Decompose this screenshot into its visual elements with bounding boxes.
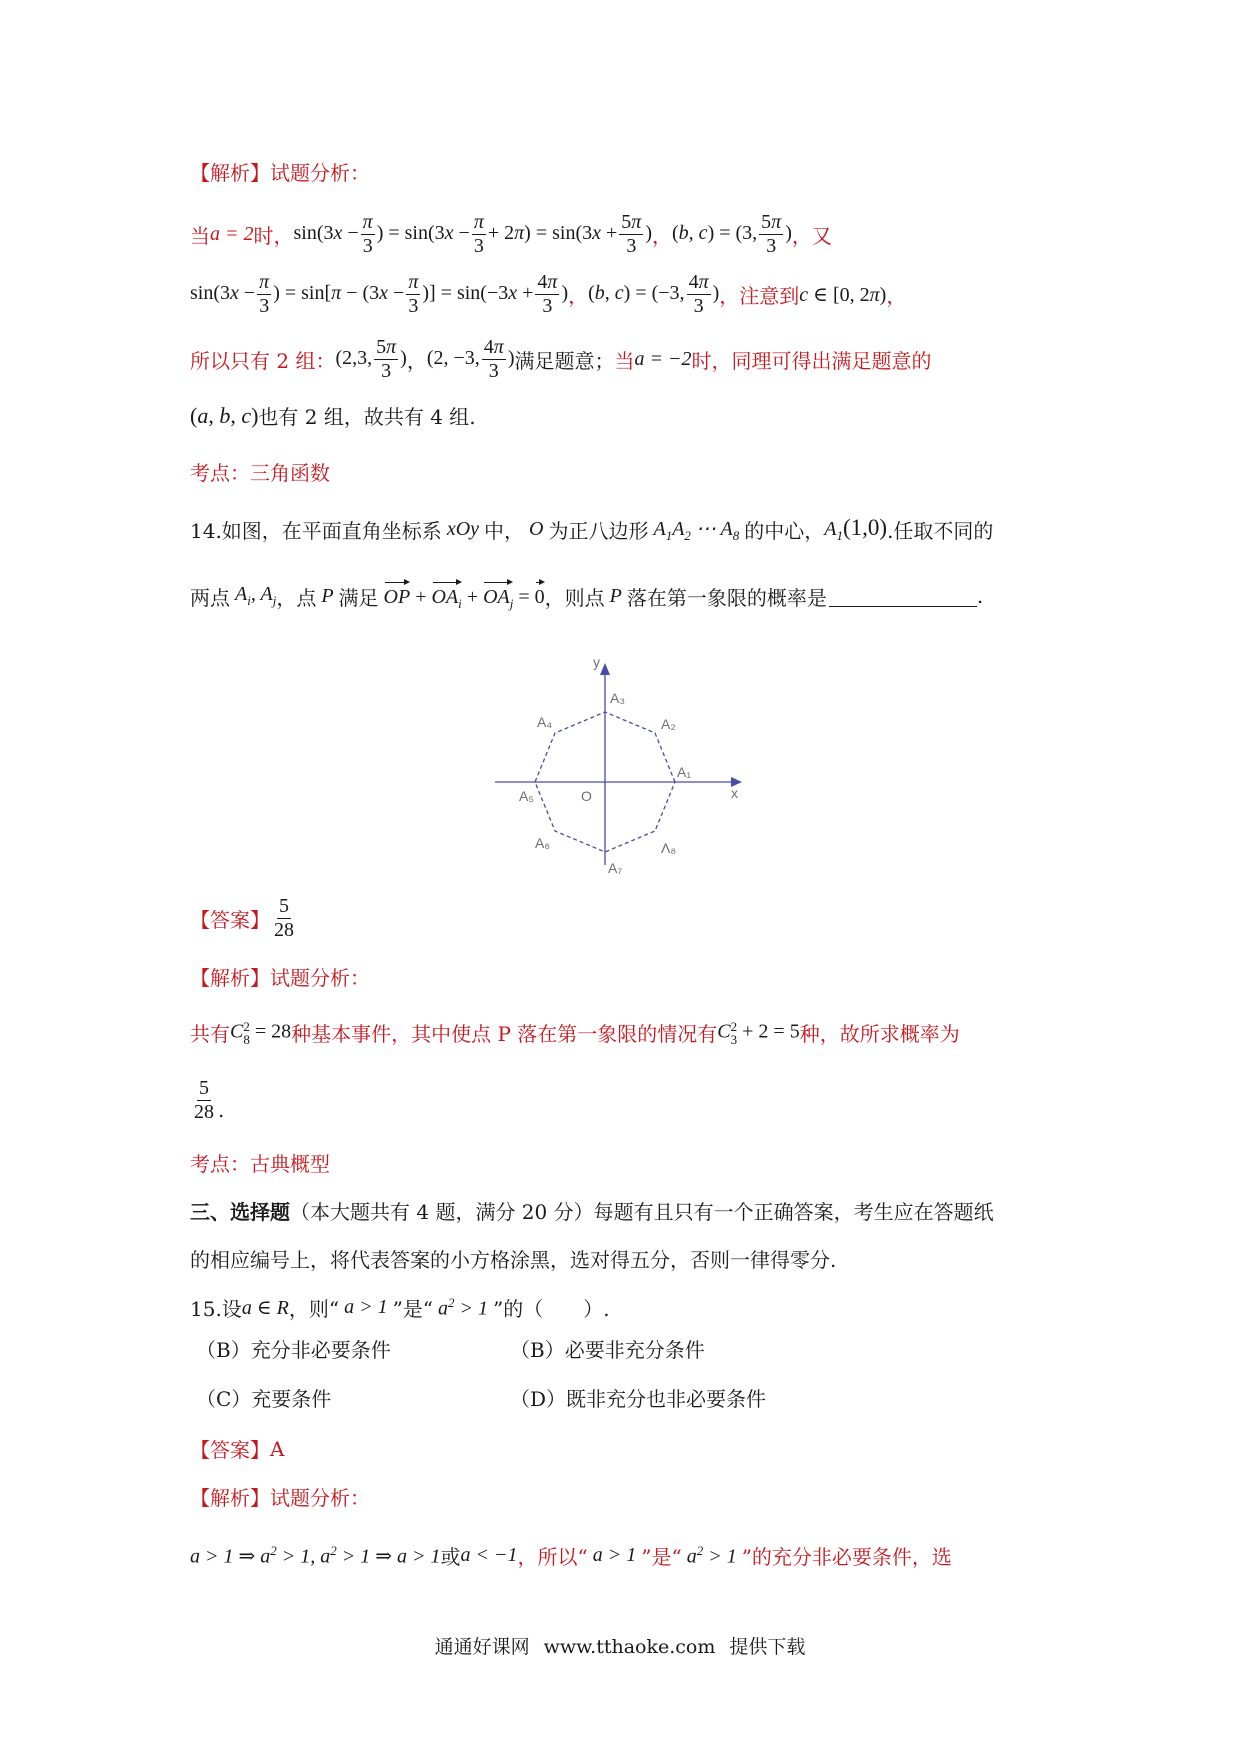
- section3-title: 三、选择题: [190, 1200, 290, 1224]
- text-also: ，又: [791, 224, 832, 248]
- q14-kaodian: [190, 1148, 330, 1177]
- math-c32: C 2 3 + 2 = 5: [717, 1018, 800, 1047]
- section3-line-1: [190, 1196, 994, 1225]
- q15-analysis-b: ”是“: [641, 1545, 682, 1569]
- q15-text-c: ”是“: [392, 1297, 434, 1321]
- q14-analysis-1a: 共有: [190, 1022, 230, 1046]
- math-octagon: $A_1A_2$ ⋯ $A_8$: [648, 517, 740, 543]
- q15-option-2: （B）必要非充分条件: [510, 1338, 705, 1362]
- text-tail: 也有 2 组，故共有 4 组.: [258, 405, 476, 429]
- text-comma-2: ，: [406, 349, 427, 373]
- answer-numerator: 5: [279, 895, 289, 917]
- q14-text-1b: 中，: [484, 519, 525, 543]
- text-similarly: 时，同理可得出满足题意的: [691, 349, 932, 373]
- q14-analysis-line-2: $\frac{5}{28}$ .: [194, 1077, 225, 1123]
- q13-line-2: [190, 272, 906, 317]
- q14-text-1d: 的中心，: [744, 519, 825, 543]
- analysis-heading-3: [190, 1482, 370, 1511]
- y-axis-arrow: [600, 663, 610, 675]
- math-c-range: c ∈ [0, 2π): [799, 284, 887, 306]
- analysis-heading-2: [190, 962, 370, 991]
- answer-tag: 【答案】: [190, 908, 270, 932]
- text-comma: ，: [568, 284, 589, 308]
- q13-line-4: [190, 401, 476, 430]
- analysis-fraction-num: 5: [199, 1077, 209, 1099]
- text-huo: 或: [440, 1545, 461, 1569]
- section3-instructions-2: 的相应编号上，将代表答案的小方格涂黑，选对得五分，否则一律得零分.: [190, 1248, 837, 1272]
- x-label: x: [731, 785, 738, 801]
- math-a-eq-neg2: a = −2: [634, 348, 692, 370]
- q15-option-3: （C）充要条件: [196, 1387, 332, 1411]
- math-triple-2: (2, −3, $\frac{4\pi}{3}$ ): [426, 336, 515, 382]
- q15-text-d: ”的（ ）.: [493, 1297, 610, 1321]
- vertex-label-a5: A₅: [519, 788, 534, 804]
- math-P: P: [316, 584, 339, 607]
- q14-text-2a: 两点: [190, 585, 230, 610]
- q14-analysis-1c: 种，故所求概率为: [799, 1022, 960, 1046]
- math-a-lt-neg1: a < −1: [460, 1544, 518, 1566]
- q14-answer: [190, 896, 298, 941]
- q15-answer: [190, 1434, 284, 1463]
- math-c82: C 2 8 = 28: [230, 1018, 292, 1047]
- math-O: O: [524, 518, 549, 540]
- text-so-only: 所以只有 2 组：: [190, 349, 336, 373]
- text-comma: ，: [886, 284, 907, 308]
- answer-value: A: [270, 1436, 285, 1461]
- math-implication: a > 1 ⇒ $a^2 > 1$, $a^2 > 1$ ⇒ a > 1: [190, 1542, 441, 1568]
- math-P-2: P: [604, 584, 627, 607]
- math-a2-gt-1-b: $a^2 > 1$: [681, 1542, 742, 1568]
- answer-fraction: [272, 896, 296, 941]
- q14-text-1c: 为正八边形: [548, 519, 649, 543]
- math-a-in-R: a ∈ R: [241, 1297, 289, 1319]
- vertex-label-a6: A₆: [535, 835, 550, 851]
- answer-denominator: 28: [274, 919, 294, 941]
- math-abc: (a, b, c): [190, 402, 259, 428]
- math-xoy: xOy: [441, 518, 485, 540]
- answer-tag: 【答案】: [190, 1438, 270, 1462]
- q15-text-b: ，则“: [288, 1297, 340, 1321]
- math-vector-eq: OP + $OA_i + OA_j = 0$: [379, 580, 545, 612]
- q15-analysis-a: ，所以“: [517, 1545, 588, 1569]
- text-notice: ，注意到: [719, 284, 800, 308]
- q14-stem-line-1: [190, 515, 993, 544]
- q14-text-2d: ，则点: [544, 585, 605, 610]
- y-label: y: [593, 655, 600, 670]
- text-when-2: 当: [614, 349, 635, 373]
- q14-text-1e: .任取不同的: [887, 519, 994, 543]
- q15-analysis-c: ”的充分非必要条件，选: [741, 1545, 952, 1569]
- q15-text-a: 15.设: [190, 1297, 242, 1321]
- math-bc-1: (b, c) = (3, $\frac{5\pi}{3}$ ): [672, 211, 792, 257]
- analysis-intro: 试题分析：: [270, 161, 370, 185]
- q14-analysis-line-1: [190, 1018, 960, 1047]
- kaodian-probability: 考点：古典概型: [190, 1152, 330, 1176]
- analysis-fraction-den: 28: [194, 1101, 214, 1123]
- analysis-tag: 【解析】: [190, 966, 270, 990]
- math-sin-identity-2: sin(3x − $\frac{\pi}{3}$ ) = sin[π − (3x − $\frac{\pi}{3}$ )] = sin(−3x + $\frac{4\pi}{3}$ ): [190, 271, 569, 317]
- q14-text-1a: 14.如图，在平面直角坐标系: [190, 519, 442, 543]
- analysis-tag: 【解析】: [190, 161, 270, 185]
- analysis-fraction: [192, 1078, 216, 1123]
- vertex-label-a8: Λ₈: [661, 840, 677, 856]
- text-comma: ，: [652, 224, 672, 248]
- footer: [0, 1632, 1240, 1659]
- math-bc-2: (b, c) = (−3, $\frac{4\pi}{3}$ ): [588, 271, 720, 317]
- math-a2-gt-1: $a^2 > 1$: [433, 1294, 494, 1320]
- math-A1-coord: $A_1(1,0)$: [824, 515, 888, 543]
- vertex-label-a1: A₁: [677, 764, 692, 780]
- math-a-gt-1-b: a > 1: [587, 1544, 642, 1566]
- analysis-intro: 试题分析：: [270, 966, 370, 990]
- octagon-figure: [495, 655, 765, 875]
- section3-instructions-1: （本大题共有 4 题，满分 20 分）每题有且只有一个正确答案，考生应在答题纸: [290, 1200, 994, 1224]
- kaodian-trig: 考点：三角函数: [190, 461, 330, 485]
- footer-url[interactable]: www.tthaoke.com: [543, 1636, 716, 1658]
- math-AiAj: $A_i$, $A_j$: [230, 583, 277, 608]
- q14-stem-line-2: 两点 $A_i$, $A_j$ ，点 P 满足 OP + $OA_i + OA_j = 0$ ，则点 P 落在第一象限的概率是 .: [190, 580, 983, 612]
- q13-line-3: [190, 337, 931, 382]
- text-shi: 时，: [253, 224, 294, 248]
- math-triple-1: (2,3, $\frac{5\pi}{3}$ ): [335, 336, 407, 382]
- analysis-heading-1: [190, 157, 370, 186]
- q14-text-2e: 落在第一象限的概率是: [626, 585, 827, 610]
- math-a-gt-1: a > 1: [339, 1296, 393, 1318]
- q15-analysis-line: [190, 1541, 952, 1570]
- q14-analysis-1b: 种基本事件，其中使点 P 落在第一象限的情况有: [291, 1022, 718, 1046]
- q15-stem: [190, 1293, 610, 1322]
- vertex-label-a4: A₄: [537, 714, 553, 730]
- q13-line-1: [190, 212, 832, 257]
- vertex-label-a7: A₇: [608, 860, 623, 875]
- q13-kaodian: [190, 457, 330, 486]
- q14-text-2b: ，点: [276, 585, 317, 610]
- text-satisfy: 满足题意；: [514, 349, 615, 373]
- q15-option-4: （D）既非充分也非必要条件: [510, 1387, 767, 1411]
- section3-line-2: [190, 1244, 836, 1273]
- vertex-label-a3: A₃: [610, 690, 626, 706]
- vertex-label-a2: A₂: [661, 716, 676, 732]
- analysis-tag: 【解析】: [190, 1486, 270, 1510]
- q14-text-2c: 满足: [338, 585, 379, 610]
- math-a-eq-2: a = 2: [210, 223, 254, 245]
- answer-blank: [829, 586, 977, 607]
- origin-label: O: [581, 788, 592, 804]
- math-sin-identity-1: sin(3x − $\frac{\pi}{3}$ ) = sin(3x − $\frac{\pi}{3}$ + 2π) = sin(3x + $\frac{5\pi}{3}$ ): [293, 211, 652, 257]
- analysis-intro: 试题分析：: [270, 1486, 370, 1510]
- text-when: 当: [190, 224, 210, 248]
- footer-site-name: 通通好课网: [434, 1636, 530, 1658]
- q15-option-1: （B）充分非必要条件: [196, 1338, 391, 1362]
- footer-download: 提供下载: [729, 1636, 806, 1658]
